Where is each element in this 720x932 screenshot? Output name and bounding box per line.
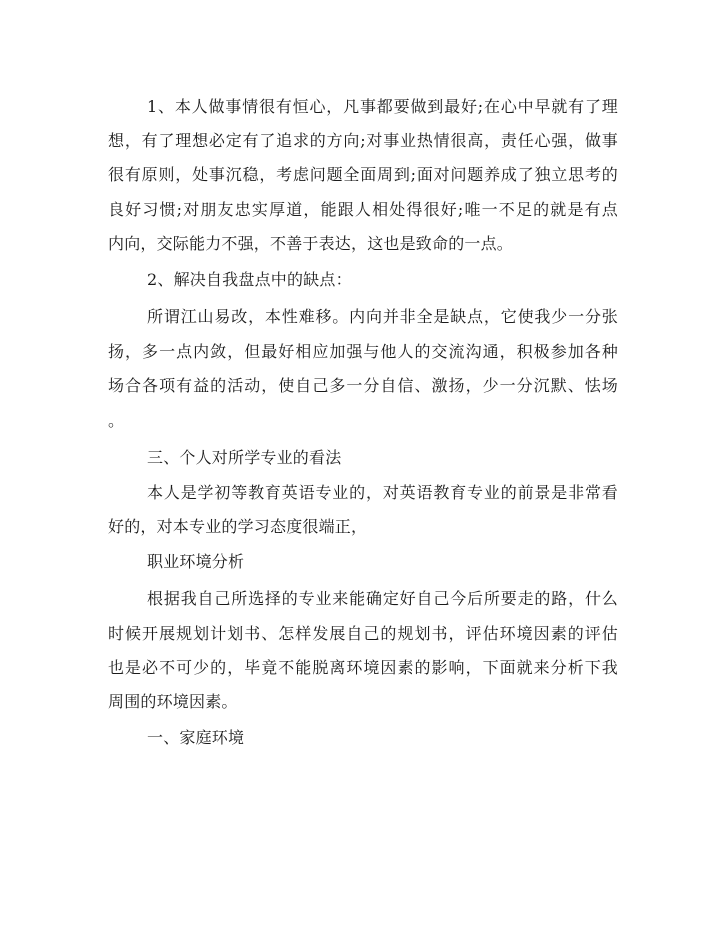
paragraph-line: 扬，多一点内敛，但最好相应加强与他人的交流沟通，积极参加各种 — [108, 342, 618, 361]
paragraph-line: 所谓江山易改，本性难移。内向并非全是缺点，它使我少一分张 — [147, 307, 618, 326]
paragraph-line: 根据我自己所选择的专业来能确定好自己今后所要走的路，什么 — [147, 589, 618, 608]
paragraph-line: 想，有了理想必定有了追求的方向;对事业热情很高，责任心强，做事 — [108, 131, 618, 150]
paragraph-line: 场合各项有益的活动，使自己多一分自信、激扬，少一分沉默、怯场 — [108, 376, 618, 395]
paragraph-line: 好的，对本专业的学习态度很端正， — [108, 517, 368, 536]
paragraph-line: 良好习惯;对朋友忠实厚道，能跟人相处得很好;唯一不足的就是有点 — [108, 200, 618, 219]
section-heading: 2、解决自我盘点中的缺点： — [147, 270, 352, 289]
paragraph-line: 时候开展规划计划书、怎样发展自己的规划书，评估环境因素的评估 — [108, 624, 618, 643]
section-heading: 一、家庭环境 — [147, 728, 245, 747]
paragraph-line: 1、本人做事情很有恒心，凡事都要做到最好;在心中早就有了理 — [147, 97, 618, 116]
paragraph-line: 。 — [108, 411, 125, 430]
section-heading: 三、个人对所学专业的看法 — [147, 448, 342, 467]
section-heading: 职业环境分析 — [147, 552, 245, 571]
paragraph-line: 也是必不可少的，毕竟不能脱离环境因素的影响，下面就来分析下我 — [108, 658, 618, 677]
paragraph-line: 内向，交际能力不强，不善于表达，这也是致命的一点。 — [108, 234, 514, 253]
paragraph-line: 本人是学初等教育英语专业的，对英语教育专业的前景是非常看 — [147, 483, 618, 502]
paragraph-line: 周围的环境因素。 — [108, 692, 238, 711]
paragraph-line: 很有原则，处事沉稳，考虑问题全面周到;面对问题养成了独立思考的 — [108, 165, 618, 184]
